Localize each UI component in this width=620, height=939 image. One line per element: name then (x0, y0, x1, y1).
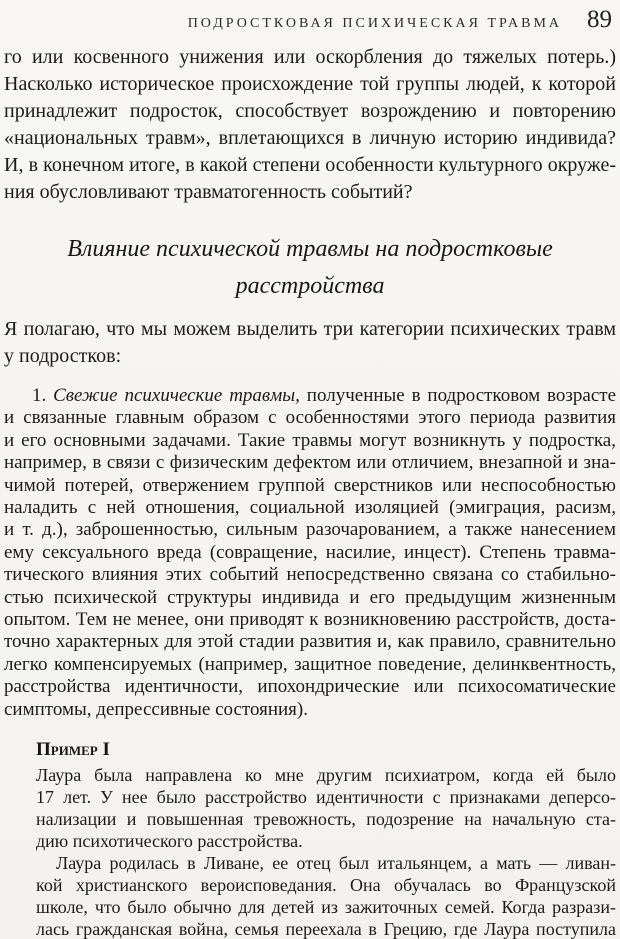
text-line: «национальных травм», вплетающихся в личную историю индивида? (4, 127, 616, 149)
text-line: ния обусловливают травматогенность событий? (4, 181, 413, 203)
text-line: стью психической структуры индивида и его предыдущим жизненным (4, 586, 616, 608)
paragraph-lines (36, 764, 616, 830)
section-heading-line: Влияние психической травмы на подростковые (67, 236, 553, 262)
text-line: например, в связи с физическим дефектом или отличием, внезапной и зна- (4, 452, 616, 474)
category-first-line-rest: полученные в подростковом возрасте (299, 385, 616, 406)
category-title-italic: Свежие психические травмы, (53, 385, 300, 406)
continuation-paragraph (4, 44, 616, 206)
text-line: симптомы, депрессивные состояния). (4, 698, 308, 720)
text-line: точно характерных для этой стадии развития и, как правило, сравнительно (4, 631, 616, 653)
text-line: го или косвенного унижения или оскорбления до тяжелых потерь.) (4, 46, 616, 68)
section-heading (4, 231, 616, 305)
text-line: чимой потерей, отвержением группой сверстников или неспособностью (4, 474, 616, 496)
section-heading-line: расстройства (235, 273, 385, 299)
text-line: нализации и повышенная тревожность, подозрение на начальную ста- (36, 809, 616, 830)
text-line: Лаура была направлена ко мне другим психиатром, когда ей было (36, 765, 616, 786)
text-line: лась гражданская война, семья переехала в Грецию, где Лаура поступила (36, 919, 616, 939)
text-line: 17 лет. У нее было расстройство идентичности с признаками деперсо- (36, 787, 616, 808)
text-line: Я полагаю, что мы можем выделить три категории психических травм (4, 318, 616, 340)
paragraph-lines (4, 44, 616, 179)
text-line: наладить с ней отношения, социальной изоляцией (эмиграция, расизм, (4, 497, 616, 519)
example-label: Пример I (36, 739, 110, 761)
category-1-paragraph (4, 385, 616, 721)
text-line: тического влияния этих событий непосредственно связана со стабильно- (4, 564, 616, 586)
paragraph-lines (4, 407, 616, 698)
text-line: дию психотического расстройства. (36, 831, 303, 852)
running-title: ПОДРОСТКОВАЯ ПСИХИЧЕСКАЯ ТРАВМА (187, 16, 562, 31)
text-line: школе, что было обычно для детей из зажиточных семей. Когда разрази- (36, 897, 616, 918)
text-line (4, 385, 616, 407)
example-block (36, 736, 616, 939)
text-line: расстройства идентичности, ипохондрические или психосоматические (4, 676, 616, 698)
text-line: Лаура родилась в Ливане, ее отец был итальянцем, а мать — ливан- (56, 853, 616, 874)
text-line: и т. д.), заброшенностью, сильным разочарованием, а также нанесением (4, 519, 616, 541)
example-paragraph-2 (36, 852, 616, 939)
text-line: ему сексуального вреда (совращение, насилие, инцест). Степень травма- (4, 541, 616, 563)
text-line: у подростков: (4, 345, 122, 367)
text-line: кой христианского вероисповедания. Она обучалась во Французской (36, 875, 616, 896)
text-line: принадлежит подросток, способствует возрождению и повторению (4, 100, 616, 122)
example-paragraph-1 (36, 764, 616, 852)
intro-paragraph (4, 316, 616, 370)
text-line: и его основными задачами. Такие травмы могут возникнуть у подростка, (4, 429, 616, 451)
text-line: легко компенсируемых (например, защитное поведение, делинквентность, (4, 653, 616, 675)
text-line: и связанные главным образом с особенностями этого периода развития (4, 407, 616, 429)
paragraph-lines (4, 316, 616, 343)
text-line: Насколько историческое происхождение той группы людей, к которой (4, 73, 616, 95)
category-number: 1. (32, 385, 54, 406)
paragraph-lines (36, 874, 616, 939)
text-line: И, в конечном итоге, в какой степени особенности культурного окруже- (4, 154, 616, 176)
page-number: 89 (587, 6, 612, 33)
page-header (4, 0, 616, 31)
text-line: опытом. Тем не менее, они приводят к возникновению расстройств, доста- (4, 609, 616, 631)
